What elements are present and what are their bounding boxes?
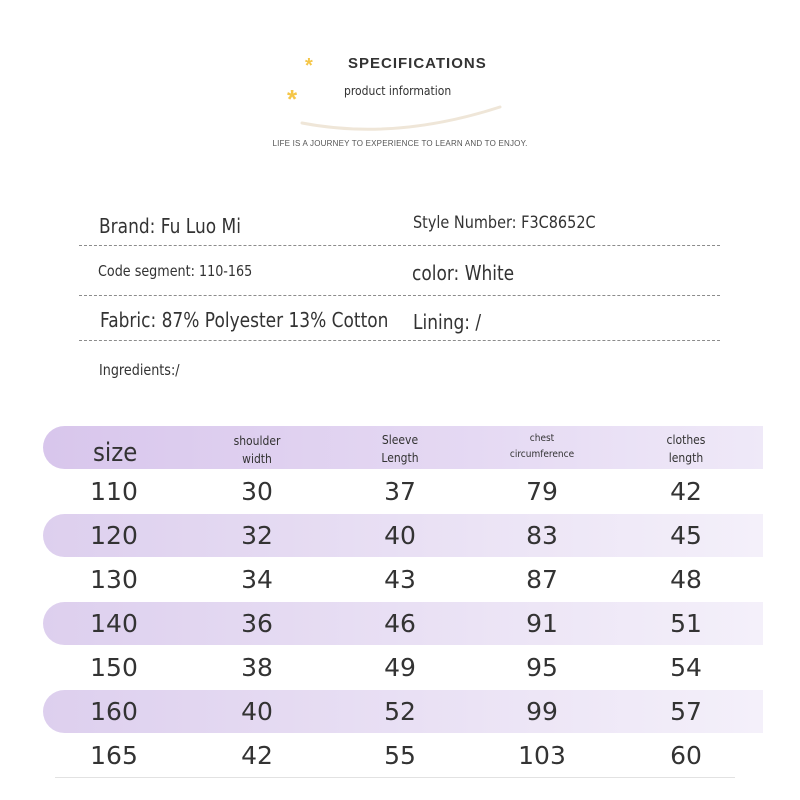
cell-shoulder-width: 40 bbox=[241, 697, 273, 726]
page-subtitle: product information bbox=[344, 84, 452, 98]
cell-clothes-length: 51 bbox=[670, 609, 702, 638]
code-segment-field: Code segment: 110-165 bbox=[98, 262, 253, 280]
cell-sleeve-length: 37 bbox=[384, 477, 416, 506]
header-line: circumference bbox=[509, 449, 575, 460]
cell-chest: 95 bbox=[526, 653, 558, 682]
cell-chest: 91 bbox=[526, 609, 558, 638]
column-header-clothes-length bbox=[626, 431, 746, 467]
cell-clothes-length: 45 bbox=[670, 521, 702, 550]
column-header-chest-circumference bbox=[482, 431, 602, 463]
cell-size: 130 bbox=[90, 565, 138, 594]
cell-size: 165 bbox=[90, 741, 138, 770]
column-header-size: size bbox=[93, 438, 138, 468]
divider bbox=[79, 245, 720, 246]
ingredients-field: Ingredients:/ bbox=[99, 361, 180, 379]
cell-chest: 79 bbox=[526, 477, 558, 506]
divider bbox=[79, 340, 720, 341]
header-line: shoulder bbox=[233, 434, 281, 448]
header-line: width bbox=[242, 452, 272, 466]
header-line: length bbox=[668, 451, 704, 465]
header-line: Length bbox=[381, 451, 419, 465]
cell-chest: 103 bbox=[518, 741, 566, 770]
column-header-shoulder-width bbox=[197, 432, 317, 468]
cell-size: 120 bbox=[90, 521, 138, 550]
header-line: clothes bbox=[666, 433, 706, 447]
style-number-field: Style Number: F3C8652C bbox=[413, 213, 596, 233]
swoosh-decoration bbox=[300, 95, 510, 135]
fabric-field: Fabric: 87% Polyester 13% Cotton bbox=[100, 308, 389, 332]
cell-shoulder-width: 32 bbox=[241, 521, 273, 550]
cell-sleeve-length: 52 bbox=[384, 697, 416, 726]
tagline: LIFE IS A JOURNEY TO EXPERIENCE TO LEARN AND TO ENJOY. bbox=[272, 139, 528, 148]
page-title: SPECIFICATIONS bbox=[348, 55, 487, 72]
small-star-icon: * bbox=[305, 55, 313, 77]
cell-clothes-length: 60 bbox=[670, 741, 702, 770]
cell-sleeve-length: 55 bbox=[384, 741, 416, 770]
cell-shoulder-width: 34 bbox=[241, 565, 273, 594]
cell-clothes-length: 42 bbox=[670, 477, 702, 506]
lining-field: Lining: / bbox=[413, 310, 482, 334]
large-star-icon: * bbox=[287, 84, 298, 114]
cell-sleeve-length: 40 bbox=[384, 521, 416, 550]
cell-sleeve-length: 43 bbox=[384, 565, 416, 594]
cell-sleeve-length: 46 bbox=[384, 609, 416, 638]
cell-chest: 99 bbox=[526, 697, 558, 726]
cell-size: 150 bbox=[90, 653, 138, 682]
cell-clothes-length: 57 bbox=[670, 697, 702, 726]
cell-shoulder-width: 30 bbox=[241, 477, 273, 506]
cell-shoulder-width: 36 bbox=[241, 609, 273, 638]
header-line: Sleeve bbox=[381, 433, 419, 447]
cell-size: 140 bbox=[90, 609, 138, 638]
divider bbox=[79, 295, 720, 296]
column-header-sleeve-length bbox=[340, 431, 460, 467]
header-line: chest bbox=[529, 433, 555, 444]
cell-clothes-length: 54 bbox=[670, 653, 702, 682]
cell-shoulder-width: 42 bbox=[241, 741, 273, 770]
cell-size: 160 bbox=[90, 697, 138, 726]
cell-shoulder-width: 38 bbox=[241, 653, 273, 682]
table-bottom-rule bbox=[55, 777, 735, 778]
cell-chest: 83 bbox=[526, 521, 558, 550]
cell-chest: 87 bbox=[526, 565, 558, 594]
cell-size: 110 bbox=[90, 477, 138, 506]
cell-clothes-length: 48 bbox=[670, 565, 702, 594]
cell-sleeve-length: 49 bbox=[384, 653, 416, 682]
brand-field: Brand: Fu Luo Mi bbox=[99, 214, 241, 238]
color-field: color: White bbox=[412, 261, 515, 285]
